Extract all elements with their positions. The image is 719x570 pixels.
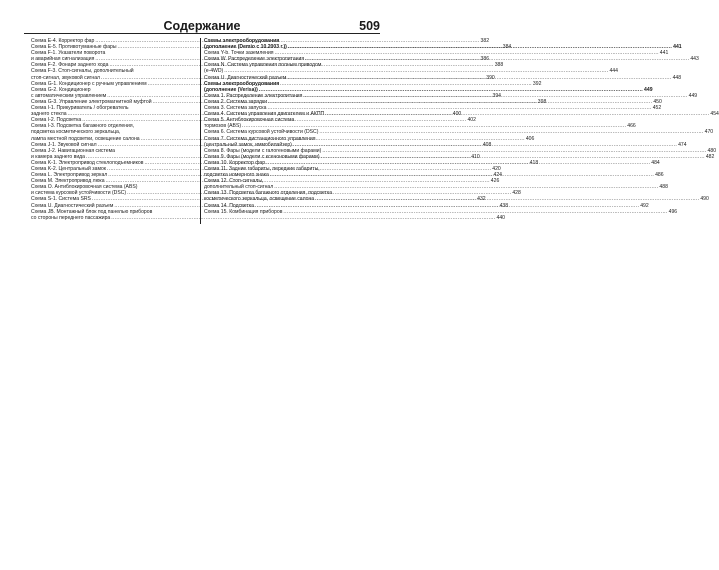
dot-leader — [325, 111, 709, 117]
toc-entry-title: Схема 4. Система управления двигателем и АКПП — [204, 111, 325, 118]
toc-entry-page: 390 — [486, 74, 495, 81]
toc-entry-page: 400 — [452, 111, 462, 118]
dot-leader — [283, 209, 667, 215]
toc-entry-page: 492 — [640, 202, 649, 209]
toc-entry-page: 426 — [490, 178, 500, 185]
page-title: Содержание — [163, 19, 241, 33]
toc-entry-page: 480 — [707, 147, 717, 154]
toc-entry-page: 454 — [710, 111, 719, 118]
toc-entry-title: Схемы электрооборудования — [204, 38, 280, 44]
toc-entry-page: 394 — [492, 92, 502, 99]
toc-entry-page: 449 — [644, 86, 653, 93]
toc-entry-title: Схема I-3. Подсветка багажного отделения, — [31, 123, 135, 130]
toc-entry-title: Схема E-4. Корректор фар — [31, 38, 95, 44]
toc-entry-page: 388 — [494, 62, 504, 69]
dot-leader — [270, 172, 654, 178]
toc-entry-page: 448 — [672, 74, 682, 81]
toc-entry-title: Схема 13. Подсветка багажного отделения, подсветка — [204, 190, 333, 197]
toc-entry-page: 444 — [609, 68, 618, 75]
toc-entry-title: Схема G-1. Кондиционер с ручным управлением — [31, 80, 147, 87]
toc-entry-page: 420 — [492, 165, 501, 172]
toc-entry-title: (дополнение (Demio c 10.2003 г.)) — [204, 44, 287, 51]
toc-entry-page: 474 — [678, 141, 687, 148]
toc-entry-title: косметического зеркальца, освещение салона — [204, 196, 315, 203]
toc-entry-page: 488 — [659, 184, 668, 191]
toc-entry-title: Схема F-3. Стоп-сигналы, дополнительный — [31, 68, 134, 75]
toc-entry-title: Схема M. Электропривод люка — [31, 178, 105, 185]
toc-entry-title: Схема F-2. Фонари заднего хода — [31, 62, 109, 69]
toc-entry-title: заднего стекла — [31, 111, 67, 118]
toc-entry-title: Схема S-1. Система SRS — [31, 196, 91, 203]
toc-entry-page: 466 — [627, 123, 636, 130]
toc-entry-title: Схема U. Диагностический разъем — [31, 202, 114, 209]
toc-entry-title: Схемы электрооборудования — [204, 80, 280, 87]
toc-entry-title: Схема I-2. Подсветка — [31, 117, 82, 124]
dot-leader — [266, 160, 650, 166]
toc-entry-page: 408 — [482, 141, 492, 148]
toc-entry-title: Схема O. Антиблокировочная система (ABS) — [31, 184, 138, 191]
toc-entry-page: 384 — [502, 44, 512, 51]
toc-entry-title: тормозов (ABS) — [204, 123, 242, 130]
toc-entry-title: Схема 5. Антиблокировочная система — [204, 117, 295, 124]
toc-entry-title: Схема U. Диагностический разъем — [204, 74, 287, 81]
toc-entry-page: 443 — [690, 56, 699, 63]
toc-entry-page: 406 — [525, 135, 535, 142]
toc-entry-title: Схема E-5. Противотуманные фары — [31, 44, 117, 51]
dot-leader — [319, 129, 703, 135]
toc-entry-page: 496 — [668, 208, 678, 215]
toc-entry-page: 470 — [704, 129, 714, 136]
toc-entry-title: с автоматическим управлением — [31, 92, 107, 99]
toc-entry-title: лампа местной подсветки, освещение салона — [31, 135, 140, 142]
toc-entry-page: 450 — [653, 98, 662, 105]
toc-entry-page: 402 — [467, 117, 476, 124]
toc-entry-title: Схема 1. Распределение электропитания — [204, 92, 303, 99]
toc-entry-page: 432 — [477, 196, 486, 203]
toc-entry-title: Схема 8. Фары (модели с галогеновыми фарами) — [204, 147, 322, 154]
toc-entry-page: 484 — [651, 159, 660, 166]
toc-entry-title: Схема Y-b. Точки заземления — [204, 50, 274, 57]
toc-entry-page: 438 — [499, 202, 509, 209]
dot-leader — [111, 215, 495, 221]
toc-entry-title: и аварийная сигнализация — [31, 56, 95, 63]
toc-entry-page: 424 — [493, 172, 502, 179]
toc-entry-title: Схема 9. Фары (модели с ксеноновыми фарами) — [204, 153, 320, 160]
toc-entry-page: 440 — [496, 214, 505, 221]
toc-entry-title: Схема W. Распределение электропитания — [204, 56, 305, 63]
toc-entry-page: 392 — [532, 80, 542, 87]
toc-entry-title: Схема L. Электропривод зеркал — [31, 172, 108, 179]
toc-entry-title: (e-4WD) — [204, 68, 224, 75]
toc-entry-title: Схема F-1. Указатели поворота — [31, 50, 106, 57]
toc-entry-title: Схема K-2. Центральный замок — [31, 165, 107, 172]
toc-entry-title: Схема I-1. Прикуриватель / обогреватель — [31, 105, 129, 112]
toc-entry-title: Схема 14. Подсветка — [204, 202, 254, 209]
toc-entry-page: 452 — [652, 105, 662, 112]
toc-entry-title: Схема 7. Система дистанционного управления — [204, 135, 316, 142]
toc-entry-title: Схема JB. Монтажный блок под панелью приборов — [31, 208, 153, 215]
toc-entry-title: Схема K-1. Электропривод стеклоподъемников — [31, 159, 144, 166]
toc-entry-line — [204, 208, 678, 215]
toc-entry-title: (центральный замок, иммобилайзер) — [204, 141, 292, 148]
toc-entry-page: 482 — [705, 153, 715, 160]
toc-entry-page: 382 — [480, 38, 490, 44]
toc-entry-title: Схема G-2. Кондиционер — [31, 86, 91, 93]
toc-entry-page: 428 — [512, 190, 521, 197]
toc-entry-title: со стороны переднего пассажира — [31, 214, 111, 221]
toc-entry-title: Схема 12. Стоп-сигналы, — [204, 178, 264, 185]
toc-entry-title: подсветка косметического зеркальца, — [31, 129, 121, 136]
toc-entry-title: Схема 6. Система курсовой устойчивости (DSC) — [204, 129, 319, 136]
toc-entry-page: 486 — [655, 172, 664, 179]
toc-entry-line — [31, 214, 505, 221]
toc-entry-title: дополнительный стоп-сигнал — [204, 184, 274, 191]
dot-leader — [305, 56, 689, 62]
toc-entry-page: 418 — [529, 159, 539, 166]
toc-entry-page: 490 — [700, 196, 709, 203]
toc-entry-title: Схема 10. Корректор фар — [204, 159, 266, 166]
toc-entry-title: Схема 15. Комбинация приборов — [204, 208, 283, 215]
toc-entry-page: 449 — [688, 92, 698, 99]
toc-entry-title: Схема 11. Задние габариты, передние габариты, — [204, 165, 320, 172]
toc-entry-title: подсветка номерного знака — [204, 172, 269, 179]
dot-leader — [287, 75, 671, 81]
toc-entry-page: 398 — [537, 98, 547, 105]
toc-entry-title: стоп-сигнал, звуковой сигнал — [31, 74, 101, 81]
toc-entry — [204, 208, 678, 215]
column-divider — [200, 38, 201, 224]
header-rule — [24, 33, 380, 34]
toc-entry-title: Схема 2. Система зарядки — [204, 98, 268, 105]
toc-entry-page: 410 — [471, 153, 480, 160]
toc-entry-title: (дополнение (Verisa)) — [204, 86, 258, 93]
toc-entry-title: и система курсовой устойчивости (DSC) — [31, 190, 127, 197]
toc-entry-page: 441 — [659, 50, 669, 57]
toc-entry-title: Схема J-2. Навигационная система — [31, 147, 115, 154]
toc-entry-title: и камера заднего вида — [31, 153, 85, 160]
toc-entry-title: Схема N. Система управления полным приводом — [204, 62, 322, 69]
page-number: 509 — [359, 19, 380, 33]
toc-entry-page: 386 — [480, 56, 490, 63]
toc-entry-title: Схема 3. Система запуска — [204, 105, 267, 112]
toc-entry-title: Схема G-3. Управление электромагнитной муфтой — [31, 98, 152, 105]
toc-entry-title: Схема J-1. Звуковой сигнал — [31, 141, 97, 148]
toc-entry-page: 441 — [673, 44, 682, 51]
